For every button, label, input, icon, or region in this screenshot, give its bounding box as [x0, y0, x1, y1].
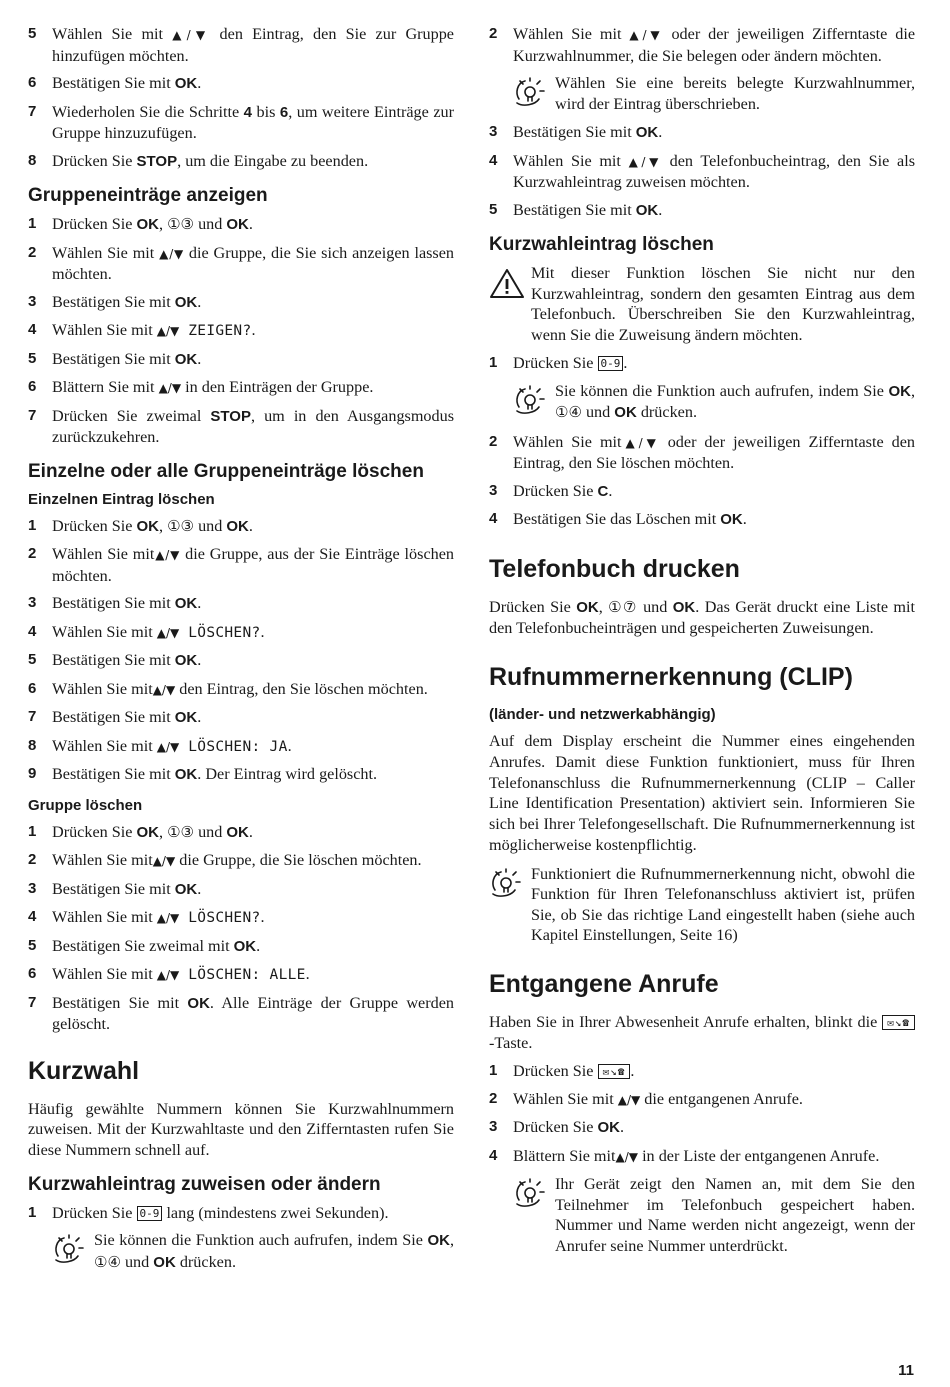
step: 5 Bestätigen Sie mit OK. — [28, 349, 202, 368]
paragraph-drucken: Drücken Sie OK, ①⑦ und OK. Das Gerät druckt eine Liste mit den Telefonbucheinträgen und gespeicherten Zuweisungen. — [489, 597, 916, 638]
up-down-arrows-icon: ▲/▼ — [158, 381, 182, 395]
up-down-arrows-icon: ▲/▼ — [628, 154, 662, 169]
step: 1 Drücken Sie ✉↘☎ . — [489, 1062, 635, 1081]
display-text: ZEIGEN? — [179, 323, 252, 339]
step: 7 Bestätigen Sie mit OK. Alle Einträge der Gruppe werden gelöscht. — [28, 993, 454, 1033]
step: 7 Bestätigen Sie mit OK. — [28, 708, 202, 726]
tip-lightbulb-icon — [513, 1176, 549, 1208]
heading-clip: Rufnummernerkennung (CLIP) — [489, 663, 853, 692]
tip-lightbulb-icon — [513, 383, 549, 415]
step: 5 Bestätigen Sie mit OK. — [28, 651, 202, 669]
up-down-arrows-icon: ▲/▼ — [159, 246, 185, 261]
heading-telefonbuch-drucken: Telefonbuch drucken — [489, 554, 740, 583]
step: 5 Wählen Sie mit ▲/▼ den Eintrag, den Sie zur Gruppe hinzufügen möchten. — [28, 25, 454, 65]
step: 3 Drücken Sie OK. — [489, 1118, 625, 1137]
right-column — [489, 24, 915, 1264]
subheading-einzelnen-eintrag: Einzelnen Eintrag löschen — [28, 490, 215, 508]
number-key-icon: 0-9 — [137, 1206, 163, 1221]
heading-entgangene-anrufe: Entgangene Anrufe — [489, 969, 719, 998]
stop-key: STOP — [136, 152, 178, 170]
step: 5 Bestätigen Sie zweimal mit OK. — [28, 936, 261, 955]
step: 2 Wählen Sie mit ▲/▼ die entgangenen Anrufe. — [489, 1089, 803, 1108]
step: 4 Bestätigen Sie das Löschen mit OK. — [489, 510, 747, 528]
step: 7 Wiederholen Sie die Schritte 4 bis 6, um weitere Einträge zur Gruppe hinzuzufügen. — [28, 102, 454, 142]
up-down-arrows-icon: ▲/▼ — [152, 854, 176, 868]
tip-note: Funktioniert die Rufnummernerkennung nicht, obwohl die Funktion für Ihren Telefonanschluss aktiviert ist, prüfen Sie, ob Sie das richtige Land eingestellt haben (siehe auch Kapitel Einstellungen, Seite 16) — [489, 864, 915, 946]
paragraph-clip: Auf dem Display erscheint die Nummer eines eingehenden Anrufes. Damit diese Funktion funktioniert, muss für Ihren Telefonanschluss die Rufnummernerkennung (CLIP – Caller Line Identification Presentation) aktiviert sein. Informieren Sie sich bei Ihrer Telefongesellschaft. Die Rufnummernerkennung ist möglicherweise kostenpflichtig. — [489, 732, 915, 855]
tip-note: Sie können die Funktion auch aufrufen, indem Sie OK, ①④ und OK drücken. — [489, 381, 915, 424]
paragraph-entgangen: Haben Sie in Ihrer Abwesenheit Anrufe erhalten, blinkt die ✉↘☎ -Taste. — [489, 1012, 915, 1054]
subheading-clip: (länder- und netzwerkabhängig) — [489, 706, 716, 724]
step: 1 Drücken Sie 0-9 . — [489, 354, 628, 372]
heading-kurzwahl-zuweisen: Kurzwahleintrag zuweisen oder ändern — [28, 1173, 381, 1195]
up-down-arrows-icon: ▲/▼ — [156, 625, 180, 640]
tip-lightbulb-icon — [489, 866, 525, 898]
step: 3 Drücken Sie C. — [489, 481, 613, 500]
step: 8 Wählen Sie mit ▲/▼ LÖSCHEN: JA. — [28, 736, 292, 755]
step: 6 Wählen Sie mit ▲/▼ LÖSCHEN: ALLE. — [28, 965, 310, 983]
paragraph-kurzwahl: Häufig gewählte Nummern können Sie Kurzwahlnummern zuweisen. Mit der Kurzwahltaste und den Zifferntasten rufen Sie diese Nummern schnell auf. — [28, 1099, 454, 1160]
message-key-icon: ✉↘☎ — [882, 1015, 915, 1030]
step: 4 Blättern Sie mit▲/▼ in der Liste der entgangenen Anrufe. — [489, 1146, 880, 1165]
display-text: LÖSCHEN: ALLE — [179, 967, 306, 983]
page-number: 11 — [898, 1362, 914, 1379]
step: 8 Drücken Sie STOP, um die Eingabe zu beenden. — [28, 151, 369, 170]
step: 2 Wählen Sie mit▲/▼ die Gruppe, die Sie löschen möchten. — [28, 851, 422, 869]
step: 3 Bestätigen Sie mit OK. — [28, 594, 202, 612]
step: 4 Wählen Sie mit ▲/▼ LÖSCHEN?. — [28, 908, 265, 926]
up-down-arrows-icon: ▲/▼ — [156, 739, 180, 754]
up-down-arrows-icon: ▲/▼ — [156, 911, 180, 925]
tip-note: Wählen Sie eine bereits belegte Kurzwahlnummer, wird der Eintrag überschrieben. — [489, 73, 915, 114]
step: 9 Bestätigen Sie mit OK. Der Eintrag wird gelöscht. — [28, 765, 378, 783]
step: 2 Wählen Sie mit ▲/▼ oder der jeweiligen Zifferntaste die Kurzwahlnummer, die Sie belegen oder ändern möchten. — [489, 25, 915, 65]
heading-gruppeneintraege-loeschen: Einzelne oder alle Gruppeneinträge löschen — [28, 460, 424, 482]
heading-kurzwahl-loeschen: Kurzwahleintrag löschen — [489, 234, 714, 255]
step: 2 Wählen Sie mit▲/▼ die Gruppe, aus der Sie Einträge löschen möchten. — [28, 545, 454, 585]
up-down-arrows-icon: ▲/▼ — [152, 682, 176, 697]
step: 3 Bestätigen Sie mit OK. — [28, 879, 202, 898]
tip-lightbulb-icon — [513, 75, 549, 107]
subheading-gruppe-loeschen: Gruppe löschen — [28, 796, 143, 814]
up-down-arrows-icon: ▲/▼ — [621, 435, 660, 450]
warning-note: Mit dieser Funktion löschen Sie nicht nur den Kurzwahleintrag, sondern den gesamten Eintrag aus dem Telefonbuch. Überschreiben Sie den Kurzwahleintrag, wenn Sie die Zuweisung ändern möchten. — [489, 263, 915, 345]
up-down-arrows-icon: ▲/▼ — [629, 28, 664, 42]
up-down-arrows-icon: ▲/▼ — [617, 1092, 641, 1107]
step: 1 Drücken Sie OK, ①③ und OK. — [28, 516, 253, 535]
step: 6 Wählen Sie mit▲/▼ den Eintrag, den Sie löschen möchten. — [28, 679, 428, 698]
up-down-arrows-icon: ▲/▼ — [172, 28, 211, 42]
step: 7 Drücken Sie zweimal STOP, um in den Ausgangsmodus zurückzukehren. — [28, 406, 455, 446]
step: 5 Bestätigen Sie mit OK. — [489, 200, 663, 219]
step: 6 Blättern Sie mit ▲/▼ in den Einträgen der Gruppe. — [28, 378, 374, 396]
tip-note: Sie können die Funktion auch aufrufen, indem Sie OK, ①④ und OK drücken. — [28, 1230, 454, 1273]
message-key-icon: ✉↘☎ — [598, 1064, 631, 1079]
up-down-arrows-icon: ▲/▼ — [156, 968, 180, 982]
step: 3 Bestätigen Sie mit OK. — [489, 123, 663, 141]
step: 1 Drücken Sie OK, ①③ und OK. — [28, 822, 253, 841]
step: 2 Wählen Sie mit▲/▼ oder der jeweiligen Zifferntaste den Eintrag, den Sie löschen möchten. — [489, 432, 916, 472]
step: 4 Wählen Sie mit ▲/▼ LÖSCHEN?. — [28, 622, 265, 641]
warning-triangle-icon — [489, 267, 525, 299]
up-down-arrows-icon: ▲/▼ — [615, 1149, 639, 1164]
left-column — [28, 24, 454, 1281]
step: 3 Bestätigen Sie mit OK. — [28, 292, 202, 311]
up-down-arrows-icon: ▲/▼ — [154, 548, 181, 562]
step: 4 Wählen Sie mit ▲/▼ ZEIGEN?. — [28, 321, 256, 339]
step: 2 Wählen Sie mit ▲/▼ die Gruppe, die Sie sich anzeigen lassen möchten. — [28, 243, 455, 283]
number-key-icon: 0-9 — [598, 356, 624, 371]
ok-key: OK — [174, 75, 198, 92]
display-text: LÖSCHEN: JA — [179, 738, 288, 755]
step: 1 Drücken Sie 0-9 lang (mindestens zwei Sekunden). — [28, 1203, 389, 1222]
display-text: LÖSCHEN? — [179, 910, 261, 926]
step: 6 Bestätigen Sie mit OK. — [28, 74, 202, 92]
step: 4 Wählen Sie mit ▲/▼ den Telefonbucheintrag, den Sie als Kurzwahleintrag zuweisen möchten. — [489, 151, 916, 191]
up-down-arrows-icon: ▲/▼ — [156, 324, 180, 338]
tip-note: Ihr Gerät zeigt den Namen an, mit dem Sie den Teilnehmer im Telefonbuch gespeichert haben. Nummer und Name werden nicht angezeigt, wenn der Anrufer seine Nummer unterdrückt. — [489, 1174, 915, 1256]
step: 1 Drücken Sie OK, ①③ und OK. — [28, 215, 253, 233]
heading-gruppeneintraege-anzeigen: Gruppeneinträge anzeigen — [28, 185, 268, 206]
heading-kurzwahl: Kurzwahl — [28, 1056, 140, 1085]
display-text: LÖSCHEN? — [179, 624, 261, 641]
tip-lightbulb-icon — [52, 1232, 88, 1264]
